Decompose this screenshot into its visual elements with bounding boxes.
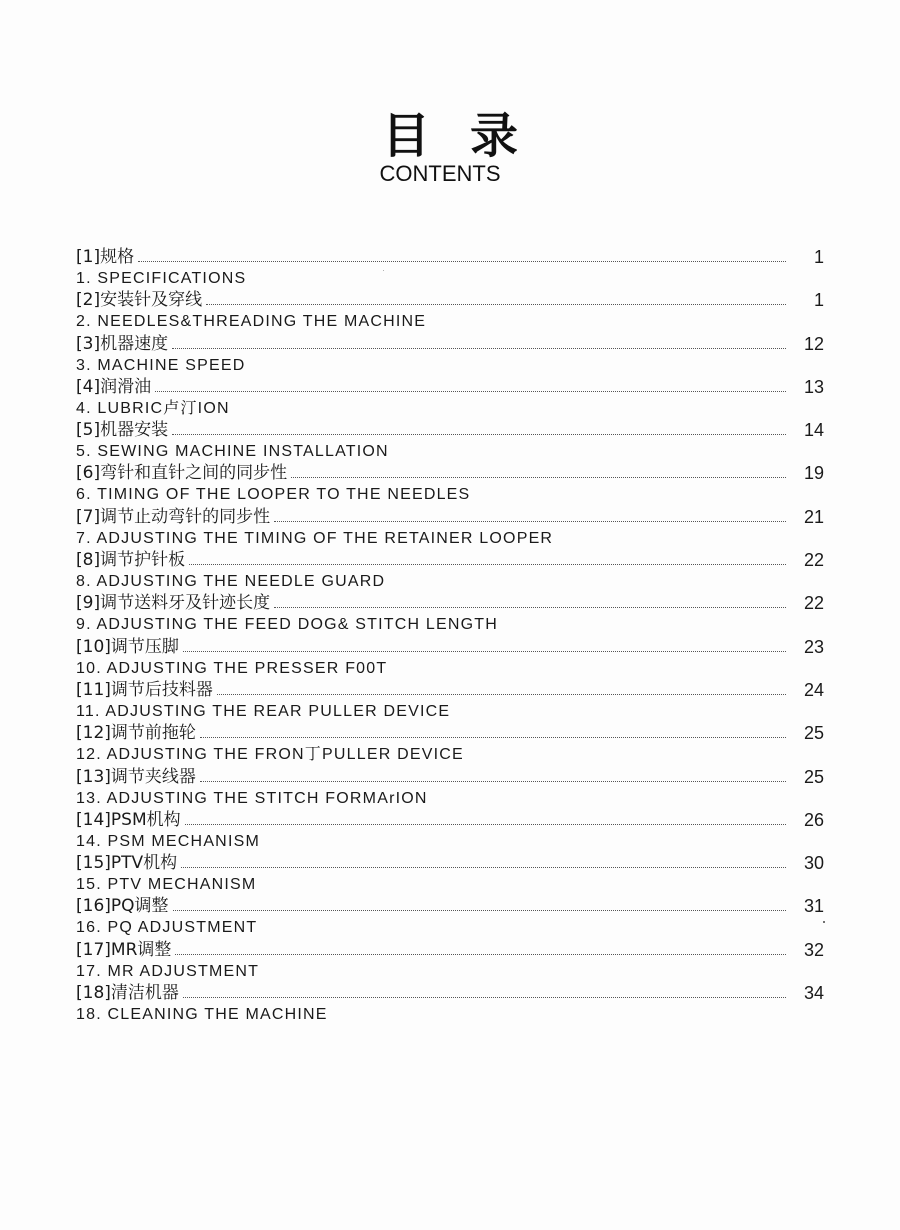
toc-entry[interactable] [76,764,824,807]
toc-entry-chinese-row [76,460,824,486]
toc-entry-english-title: 1. SPECIFICATIONS [76,270,247,287]
toc-entry-chinese-title: [11]调节后技料器 [76,679,213,700]
dot-leader [200,780,786,782]
dot-leader [274,606,786,608]
toc-entry-english-title: 2. NEEDLES&THREADING THE MACHINE [76,313,427,331]
toc-entry-chinese-row [76,287,824,313]
toc-entry-page-number: 31 [803,896,824,917]
toc-entry[interactable] [76,244,824,287]
toc-entry-page-number: 25 [803,766,824,787]
toc-entry-english-title: 18. CLEANING THE MACHINE [76,1006,328,1024]
toc-entry[interactable] [76,547,824,591]
dot-leader [274,520,786,522]
toc-entry-chinese-row [76,677,824,703]
toc-entry[interactable] [76,460,824,504]
toc-entry-english-title: 10. ADJUSTING THE PRESSER F00T [76,659,388,677]
toc-entry-chinese-title: [7]调节止动弯针的同步性 [76,506,271,527]
toc-entry[interactable] [76,374,824,417]
toc-entry-chinese-title: [9]调节送料牙及针迹长度 [76,593,271,614]
toc-entry-chinese-title: [3]机器速度 [76,333,169,354]
toc-entry-chinese-title: [6]弯针和直针之间的同步性 [76,463,288,484]
toc-entry-english-title: 15. PTV MECHANISM [76,876,257,894]
toc-entry-chinese-title: [14]PSM机构 [76,809,181,830]
toc-entry[interactable] [76,893,824,937]
toc-entry[interactable] [76,980,824,1024]
toc-entry-page-number: 1 [813,290,824,311]
dot-leader [291,476,786,478]
toc-entry-english-title: 14. PSM MECHANISM [76,832,260,850]
toc-entry[interactable] [76,417,824,461]
toc-entry-english-title: 7. ADJUSTING THE TIMING OF THE RETAINER LOOPER [76,529,554,547]
toc-entry-page-number: 13 [803,376,824,397]
toc-entry[interactable] [76,504,824,547]
toc-entry-page-number: 19 [803,463,824,484]
toc-entry-page-number: 22 [803,550,824,571]
toc-entry[interactable] [76,287,824,331]
dot-leader [172,347,786,349]
toc-entry-english-title: 13. ADJUSTING THE STITCH FORMArION [76,789,428,807]
toc-entry[interactable] [76,850,824,894]
toc-entry-english-title: 11. ADJUSTING THE REAR PULLER DEVICE [76,702,451,720]
toc-entry-english-title: 4. LUBRIC卢汀ION [76,399,230,417]
dot-leader [183,650,786,652]
toc-entry-chinese-row [76,634,824,660]
toc-entry[interactable] [76,937,824,980]
toc-entry-chinese-row [76,937,824,963]
toc-entry-chinese-row [76,331,824,357]
toc-entry-page-number: 24 [803,679,824,700]
dot-leader [155,390,786,392]
table-of-contents [76,244,824,1024]
toc-entry-chinese-title: [8]调节护针板 [76,550,186,571]
dot-leader [200,736,786,738]
page-title-english: CONTENTS [379,161,501,186]
toc-entry-page-number: 26 [803,809,824,830]
toc-entry-chinese-title: [15]PTV机构 [76,853,178,874]
toc-entry-chinese-row [76,244,824,270]
toc-entry-chinese-row [76,893,824,919]
toc-entry-english-title: 16. PQ ADJUSTMENT [76,919,258,937]
toc-entry-chinese-title: [12]调节前拖轮 [76,723,196,744]
toc-entry[interactable] [76,331,824,374]
toc-entry-chinese-title: [18]清洁机器 [76,983,179,1004]
toc-entry-chinese-title: [1]规格 [76,247,135,267]
toc-entry-chinese-title: [10]调节压脚 [76,636,179,657]
toc-entry[interactable] [76,634,824,677]
toc-entry[interactable] [76,677,824,720]
dot-leader [138,260,786,262]
scan-speck [383,270,384,271]
toc-entry[interactable] [76,590,824,634]
toc-entry-english-title: 12. ADJUSTING THE FRON丁PULLER DEVICE [76,746,464,764]
scan-speck [823,921,825,923]
toc-entry-english-title: 5. SEWING MACHINE INSTALLATION [76,443,389,461]
dot-leader [172,433,786,435]
toc-entry-page-number: 22 [803,593,824,614]
toc-entry-chinese-row [76,374,824,400]
toc-entry-chinese-row [76,547,824,573]
toc-entry-page-number: 23 [803,636,824,657]
toc-entry[interactable] [76,720,824,764]
dot-leader [185,823,786,825]
toc-entry-english-title: 9. ADJUSTING THE FEED DOG& STITCH LENGTH [76,616,498,634]
dot-leader [175,953,786,955]
page-title-chinese: 目录 [381,108,558,164]
toc-entry-page-number: 14 [803,420,824,441]
toc-entry-chinese-row [76,417,824,443]
toc-entry-page-number: 1 [813,247,824,267]
toc-entry-chinese-row [76,590,824,616]
dot-leader [181,866,786,868]
toc-entry-chinese-row [76,850,824,876]
toc-entry-page-number: 21 [803,506,824,527]
toc-entry-chinese-title: [17]MR调整 [76,939,172,960]
toc-entry[interactable] [76,807,824,850]
toc-entry-page-number: 12 [803,333,824,354]
dot-leader [189,563,786,565]
toc-entry-chinese-row [76,720,824,746]
toc-entry-page-number: 30 [803,853,824,874]
toc-entry-chinese-title: [16]PQ调整 [76,896,169,917]
dot-leader [183,996,786,998]
toc-entry-page-number: 34 [803,983,824,1004]
toc-entry-chinese-title: [13]调节夹线器 [76,766,196,787]
toc-entry-english-title: 3. MACHINE SPEED [76,356,246,374]
toc-entry-chinese-title: [5]机器安装 [76,420,169,441]
toc-entry-page-number: 25 [803,723,824,744]
toc-entry-chinese-row [76,504,824,530]
toc-entry-chinese-row [76,980,824,1006]
toc-entry-chinese-row [76,807,824,833]
dot-leader [173,909,786,911]
toc-entry-chinese-title: [4]润滑油 [76,376,152,397]
toc-entry-english-title: 8. ADJUSTING THE NEEDLE GUARD [76,573,386,591]
toc-entry-english-title: 6. TIMING OF THE LOOPER TO THE NEEDLES [76,486,471,504]
toc-entry-page-number: 32 [803,939,824,960]
dot-leader [217,693,786,695]
toc-entry-english-title: 17. MR ADJUSTMENT [76,962,260,980]
toc-entry-chinese-title: [2]安装针及穿线 [76,290,203,311]
dot-leader [206,303,786,305]
toc-entry-chinese-row [76,764,824,790]
